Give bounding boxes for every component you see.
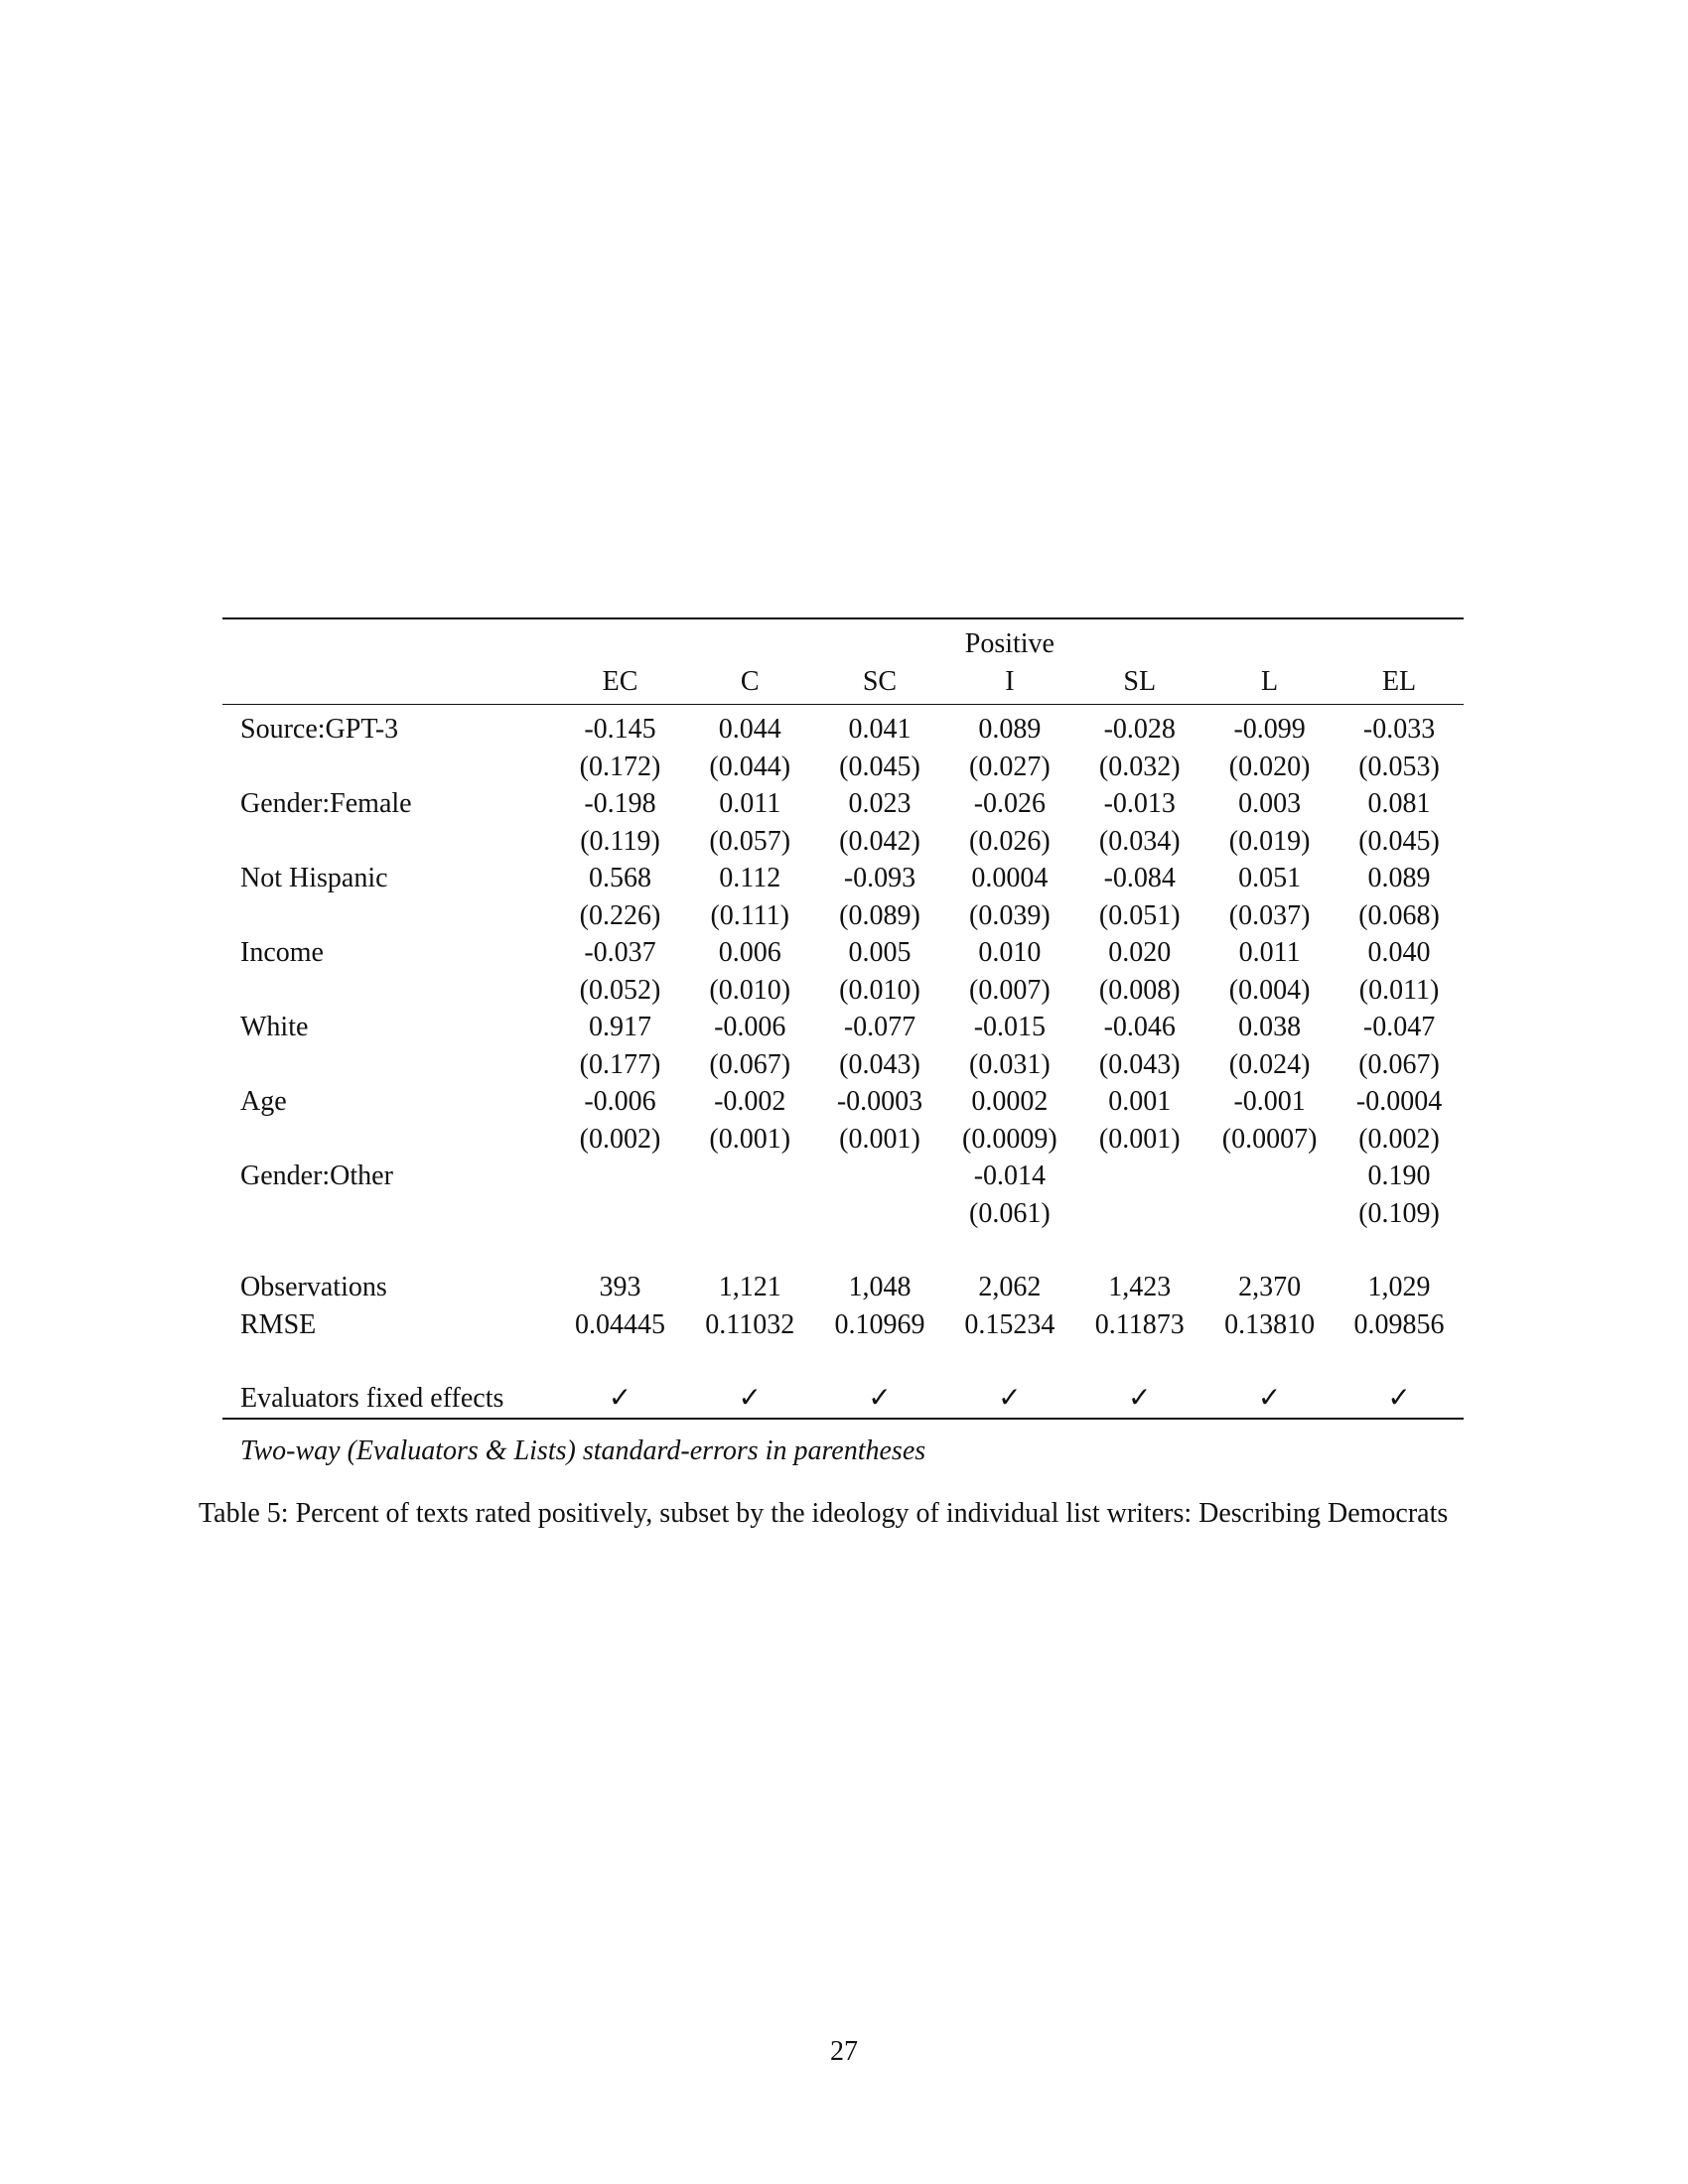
table-cell: (0.020) xyxy=(1228,751,1311,782)
table-cell: 0.001 xyxy=(1108,1086,1172,1117)
table-cell: ✓ xyxy=(1335,1380,1464,1419)
table-cell: -0.037 xyxy=(584,937,656,968)
standard-error-row xyxy=(222,1121,1464,1159)
table-cell: -0.006 xyxy=(584,1086,656,1117)
table-cell: ✓ xyxy=(815,1380,945,1419)
table-cell: 393 xyxy=(599,1272,641,1302)
table-cell xyxy=(815,1158,945,1195)
table-cell: 0.089 xyxy=(1367,863,1431,893)
coefficient-row xyxy=(222,1158,1464,1195)
column-header: EC xyxy=(555,663,685,705)
table-cell: 2,062 xyxy=(978,1272,1042,1302)
table-cell: (0.068) xyxy=(1358,899,1440,931)
table-cell: (0.067) xyxy=(1358,1048,1440,1080)
row-label: Gender:Other xyxy=(240,1160,393,1191)
table-cell: (0.027) xyxy=(969,751,1051,782)
table-cell: (0.061) xyxy=(969,1197,1051,1229)
table-cell xyxy=(555,1195,685,1233)
row-label: Not Hispanic xyxy=(240,863,388,893)
table-cell: 2,370 xyxy=(1238,1272,1302,1302)
table-cell: (0.089) xyxy=(839,899,920,931)
table-cell: 0.11873 xyxy=(1094,1308,1185,1340)
table-cell: ✓ xyxy=(1204,1380,1335,1419)
table-cell: -0.001 xyxy=(1233,1086,1306,1117)
table-cell: 0.040 xyxy=(1367,937,1431,968)
table-cell: -0.047 xyxy=(1362,1012,1436,1042)
column-header: SL xyxy=(1074,663,1204,705)
table-cell: 0.038 xyxy=(1238,1012,1302,1042)
table-cell: 0.0002 xyxy=(971,1086,1049,1117)
table-cell: ✓ xyxy=(555,1380,685,1419)
table-cell: ✓ xyxy=(1074,1380,1204,1419)
row-label: Income xyxy=(240,937,324,968)
table-cell: -0.0003 xyxy=(836,1086,923,1117)
table-cell: (0.057) xyxy=(709,825,791,857)
table-cell: -0.084 xyxy=(1103,863,1176,893)
table-cell: 0.10969 xyxy=(834,1308,925,1340)
table-cell: (0.109) xyxy=(1358,1197,1440,1229)
table-cell: -0.198 xyxy=(584,788,656,819)
group-header-row xyxy=(222,618,1464,663)
table-cell: (0.045) xyxy=(839,751,920,782)
table-cell xyxy=(1074,1195,1204,1233)
regression-table-container xyxy=(222,617,1464,1420)
coefficient-row xyxy=(222,860,1464,897)
table-cell: -0.093 xyxy=(843,863,916,893)
coefficient-row xyxy=(222,785,1464,823)
table-cell: 0.917 xyxy=(588,1012,651,1042)
table-cell: (0.019) xyxy=(1228,825,1311,857)
table-cell: (0.001) xyxy=(709,1123,791,1155)
table-cell: 0.568 xyxy=(588,863,651,893)
table-cell xyxy=(555,1158,685,1195)
table-cell: (0.004) xyxy=(1228,974,1311,1006)
standard-error-row xyxy=(222,897,1464,935)
table-cell: ✓ xyxy=(685,1380,815,1419)
table-cell: (0.177) xyxy=(579,1048,661,1080)
table-cell: 0.04445 xyxy=(574,1308,665,1340)
table-cell: (0.111) xyxy=(710,899,790,931)
table-cell: 0.003 xyxy=(1238,788,1302,819)
table-cell: -0.033 xyxy=(1362,714,1436,745)
table-cell: 0.023 xyxy=(848,788,912,819)
coefficient-row xyxy=(222,705,1464,749)
column-header-row xyxy=(222,663,1464,705)
table-cell: (0.119) xyxy=(580,825,660,857)
table-cell: 0.044 xyxy=(718,714,781,745)
page-number: 27 xyxy=(830,2036,858,2067)
row-label: Age xyxy=(240,1086,287,1117)
table-cell: 1,121 xyxy=(718,1272,781,1302)
table-cell: (0.024) xyxy=(1228,1048,1311,1080)
table-cell: 0.190 xyxy=(1367,1160,1431,1191)
column-header: C xyxy=(685,663,815,705)
table-cell: 0.051 xyxy=(1238,863,1302,893)
table-cell: (0.043) xyxy=(839,1048,920,1080)
row-label: Evaluators fixed effects xyxy=(222,1380,555,1419)
table-cell: -0.006 xyxy=(714,1012,786,1042)
table-cell: 0.13810 xyxy=(1224,1308,1316,1340)
table-cell: (0.045) xyxy=(1358,825,1440,857)
table-cell: 0.15234 xyxy=(964,1308,1055,1340)
table-note: Two-way (Evaluators & Lists) standard-errors in parentheses xyxy=(240,1435,926,1466)
table-cell: 1,029 xyxy=(1367,1272,1431,1302)
table-cell: (0.002) xyxy=(579,1123,661,1155)
table-cell: -0.014 xyxy=(973,1160,1047,1191)
table-cell: (0.042) xyxy=(839,825,920,857)
table-cell xyxy=(1074,1158,1204,1195)
table-cell: -0.002 xyxy=(714,1086,786,1117)
table-cell: (0.002) xyxy=(1358,1123,1440,1155)
row-label: Observations xyxy=(240,1272,387,1302)
table-cell: (0.011) xyxy=(1358,974,1440,1006)
spacer-row xyxy=(222,1232,1464,1269)
observations-row xyxy=(222,1269,1464,1306)
table-cell: -0.015 xyxy=(973,1012,1047,1042)
table-cell: 0.010 xyxy=(978,937,1042,968)
table-cell xyxy=(1204,1158,1335,1195)
table-cell xyxy=(685,1158,815,1195)
table-cell: -0.0004 xyxy=(1355,1086,1443,1117)
fixed-effects-row xyxy=(222,1380,1464,1419)
table-cell xyxy=(815,1195,945,1233)
row-label: Source:GPT-3 xyxy=(240,714,399,745)
table-caption: Table 5: Percent of texts rated positively, subset by the ideology of individual list writers: Describing Democrats xyxy=(199,1498,1449,1529)
column-header: I xyxy=(944,663,1074,705)
table-cell: (0.001) xyxy=(839,1123,920,1155)
rmse-row xyxy=(222,1306,1464,1344)
table-cell: -0.099 xyxy=(1233,714,1306,745)
table-cell: 0.081 xyxy=(1367,788,1431,819)
standard-error-row xyxy=(222,749,1464,786)
table-cell: -0.013 xyxy=(1103,788,1176,819)
table-cell: 0.020 xyxy=(1108,937,1172,968)
table-cell: (0.010) xyxy=(709,974,791,1006)
table-cell: 0.11032 xyxy=(705,1308,795,1340)
table-cell: (0.043) xyxy=(1098,1048,1181,1080)
table-cell: (0.032) xyxy=(1098,751,1181,782)
column-header: EL xyxy=(1335,663,1464,705)
table-cell: 1,423 xyxy=(1108,1272,1172,1302)
table-cell: 0.112 xyxy=(719,863,781,893)
table-cell: (0.226) xyxy=(579,899,661,931)
table-cell: 0.011 xyxy=(1238,937,1301,968)
table-cell: (0.067) xyxy=(709,1048,791,1080)
table-cell: 0.005 xyxy=(848,937,912,968)
standard-error-row xyxy=(222,972,1464,1010)
row-label: Gender:Female xyxy=(240,788,412,819)
table-cell: (0.052) xyxy=(579,974,661,1006)
table-cell: (0.034) xyxy=(1098,825,1181,857)
row-label: RMSE xyxy=(240,1308,317,1340)
table-cell: (0.001) xyxy=(1098,1123,1181,1155)
table-cell: -0.028 xyxy=(1103,714,1176,745)
table-cell: (0.172) xyxy=(579,751,661,782)
table-cell: (0.007) xyxy=(969,974,1051,1006)
table-cell: (0.008) xyxy=(1098,974,1181,1006)
table-cell: (0.031) xyxy=(969,1048,1051,1080)
table-cell xyxy=(1204,1195,1335,1233)
table-cell: (0.026) xyxy=(969,825,1051,857)
table-cell: (0.037) xyxy=(1228,899,1311,931)
spacer-row xyxy=(222,1343,1464,1380)
table-cell: 0.006 xyxy=(718,937,781,968)
table-cell: (0.051) xyxy=(1098,899,1181,931)
table-cell: -0.145 xyxy=(584,714,656,745)
table-cell: 0.011 xyxy=(719,788,781,819)
table-cell: (0.039) xyxy=(969,899,1051,931)
table-cell: (0.0009) xyxy=(962,1123,1057,1155)
table-cell: -0.046 xyxy=(1103,1012,1176,1042)
table-cell: -0.077 xyxy=(843,1012,916,1042)
table-cell: (0.044) xyxy=(709,751,791,782)
coefficient-row xyxy=(222,934,1464,972)
standard-error-row xyxy=(222,823,1464,861)
table-cell: ✓ xyxy=(944,1380,1074,1419)
coefficient-row xyxy=(222,1083,1464,1121)
column-header: L xyxy=(1204,663,1335,705)
table-cell: (0.0007) xyxy=(1221,1123,1318,1155)
table-cell: (0.053) xyxy=(1358,751,1440,782)
row-label: White xyxy=(240,1012,309,1042)
table-cell xyxy=(685,1195,815,1233)
coefficient-row xyxy=(222,1009,1464,1046)
group-header-positive: Positive xyxy=(944,618,1074,663)
regression-table xyxy=(222,617,1464,1420)
table-cell: 0.09856 xyxy=(1353,1308,1445,1340)
table-cell: (0.010) xyxy=(839,974,920,1006)
standard-error-row xyxy=(222,1046,1464,1084)
table-cell: 0.0004 xyxy=(971,863,1049,893)
column-header: SC xyxy=(815,663,945,705)
table-cell: 0.089 xyxy=(978,714,1042,745)
standard-error-row xyxy=(222,1195,1464,1233)
table-cell: -0.026 xyxy=(973,788,1047,819)
table-cell: 1,048 xyxy=(848,1272,912,1302)
table-cell: 0.041 xyxy=(848,714,912,745)
